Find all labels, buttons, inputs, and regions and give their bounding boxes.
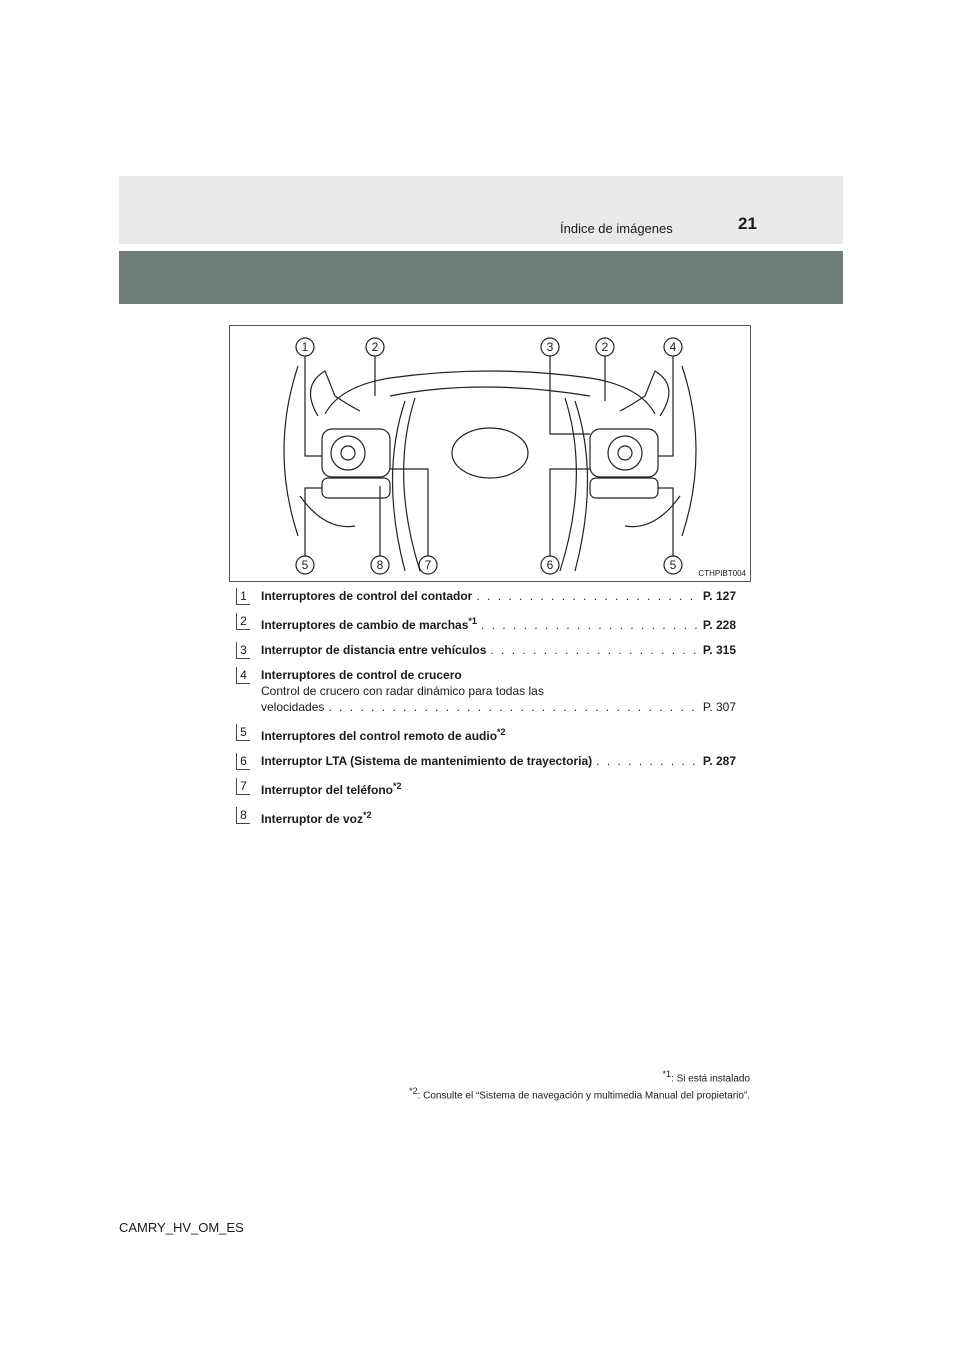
list-item [236,588,736,604]
callout-label: 6 [546,558,554,572]
ok-button [341,446,355,460]
left-arc [284,366,298,536]
page-ref[interactable]: P. 228 [702,618,736,632]
item-text: Interruptor de voz [261,812,364,826]
item-text: Interruptores de control del contador [261,589,473,603]
callout-label: 7 [424,558,432,572]
footnote-mark: *2 [393,781,402,791]
footnote-mark: *2 [497,727,506,737]
item-number: 6 [236,753,250,770]
right-paddle-lower [625,496,680,527]
item-subtext: velocidades [261,700,325,714]
item-text: Interruptores de control de crucero [261,668,462,682]
item-number: 8 [236,807,250,824]
list-item [236,778,736,798]
left-paddle [310,371,360,416]
page-ref[interactable]: P. 315 [702,643,736,657]
section-title: Índice de imágenes [560,221,673,236]
list-item [236,613,736,633]
callout-label: 2 [371,340,379,354]
footnote-mark: *2 [409,1086,418,1097]
right-lower-pod [590,478,658,498]
item-number: 7 [236,778,250,795]
page-ref[interactable]: P. 287 [702,754,736,768]
footnote-text: : Si está instalado [671,1073,750,1085]
item-text: Interruptor LTA (Sistema de mantenimiento de trayectoria) [261,754,593,768]
right-arc [682,366,696,536]
left-switch-pod [322,429,390,477]
item-number: 1 [236,588,250,605]
callout-label: 8 [376,558,384,572]
callout-label: 3 [546,340,554,354]
list-item [236,667,736,715]
callout-label: 1 [301,340,309,354]
cancel-button [618,446,632,460]
footnote-mark: *1 [468,616,477,626]
left-dial [331,436,365,470]
item-number: 3 [236,642,250,659]
callout-label: 5 [301,558,309,572]
item-text: Interruptores del control remoto de audio [261,729,498,743]
list-item [236,724,736,744]
leader-7 [390,469,428,556]
callout-label: 5 [669,558,677,572]
right-spoke-inner [560,398,576,571]
figure-code: CTHPIBT004 [698,569,746,578]
item-text: Interruptor del teléfono [261,783,393,797]
item-number: 2 [236,613,250,630]
list-item [236,807,736,827]
left-paddle-lower [300,496,355,527]
item-number: 5 [236,724,250,741]
callout-label: 2 [601,340,609,354]
page-number: 21 [738,214,757,233]
item-text: Interruptores de cambio de marchas [261,618,469,632]
steering-wheel-figure [229,325,751,582]
wheel-rim-inner [390,387,590,396]
doc-code: CAMRY_HV_OM_ES [119,1220,244,1235]
steering-wheel-illustration [230,326,750,581]
title-band [119,251,843,304]
right-dial [608,436,642,470]
leader-6 [550,469,590,556]
footnote-mark: *2 [363,810,372,820]
footnote-text: : Consulte el “Sistema de navegación y multimedia Manual del propietario”. [417,1090,750,1102]
leader-5-left [305,488,322,556]
emblem [452,428,528,478]
page-ref[interactable]: P. 307 [702,700,736,714]
item-number: 4 [236,667,250,684]
leader-5-right [658,488,673,556]
list-item [236,642,736,658]
page-ref[interactable]: P. 127 [702,589,736,603]
right-paddle [620,371,669,416]
left-spoke-inner [404,398,420,571]
item-subtext: Control de crucero con radar dinámico para todas las [261,684,544,698]
header-band [119,176,843,244]
item-list [236,588,736,836]
footnote-mark: *1 [662,1069,672,1079]
list-item [236,753,736,769]
left-spoke [393,401,406,571]
callout-label: 4 [669,340,677,354]
item-text: Interruptor de distancia entre vehículos [261,643,487,657]
right-spoke [575,401,588,571]
footnotes [409,1068,750,1103]
